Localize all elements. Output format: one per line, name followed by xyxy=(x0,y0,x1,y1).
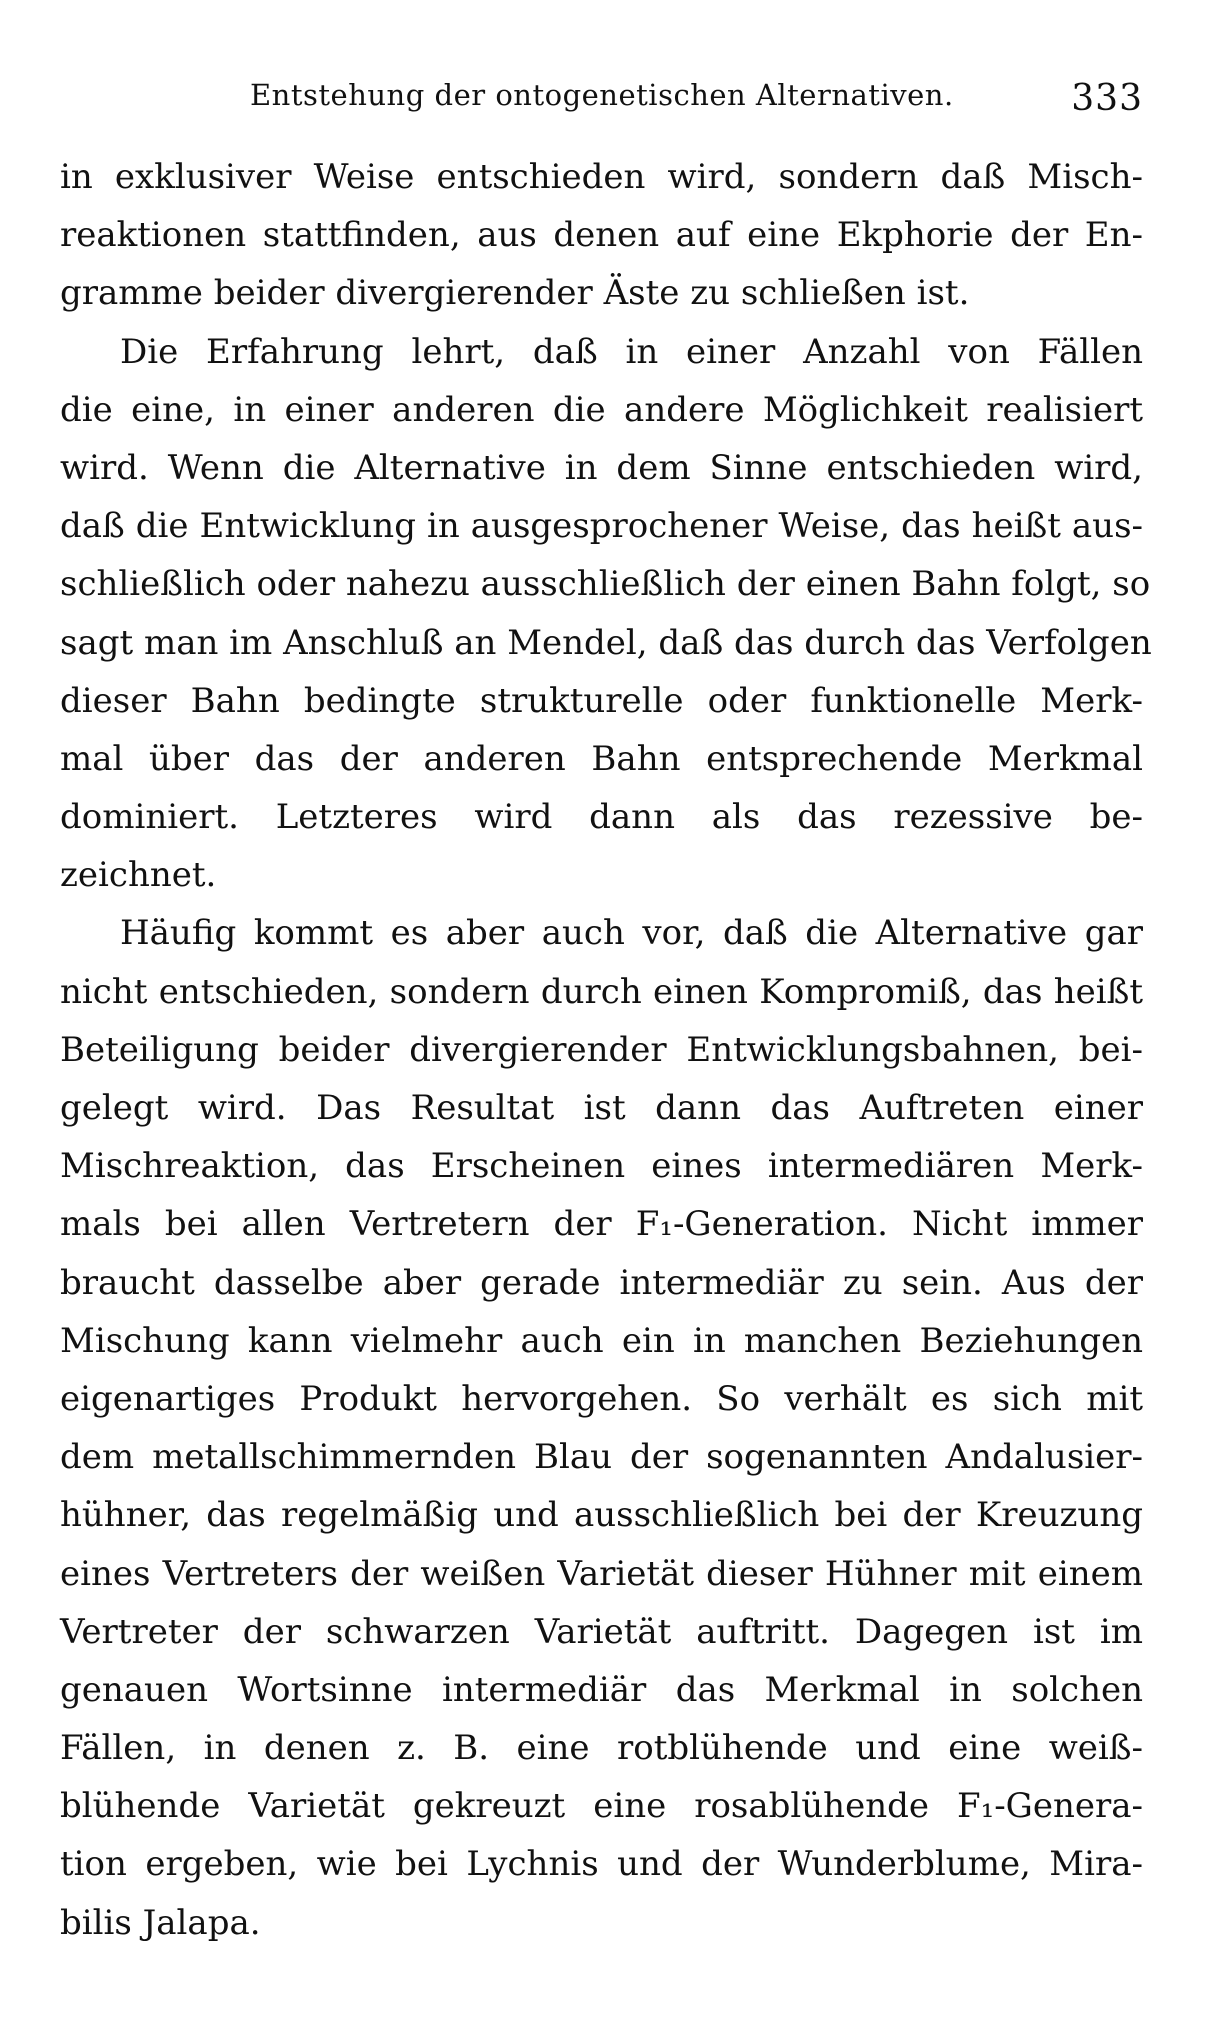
text-line: Mischreaktion, das Erscheinen eines intermediären Merk- xyxy=(60,1146,1143,1187)
text-line: genauen Wortsinne intermediär das Merkmal in solchen xyxy=(60,1669,1143,1710)
page-header xyxy=(250,78,1143,128)
text-line: mals bei allen Vertretern der F₁-Generation. Nicht immer xyxy=(60,1204,1143,1245)
text-line: Die Erfahrung lehrt, daß in einer Anzahl von Fällen xyxy=(120,331,1143,372)
text-line: Vertreter der schwarzen Varietät auftritt. Dagegen ist im xyxy=(60,1611,1143,1652)
text-line: bilis Jalapa. xyxy=(60,1902,261,1943)
text-line: hühner, das regelmäßig und ausschließlich bei der Kreuzung xyxy=(60,1495,1143,1536)
text-line: Häufig kommt es aber auch vor, daß die Alternative gar xyxy=(120,913,1143,954)
text-line: braucht dasselbe aber gerade intermediär zu sein. Aus der xyxy=(60,1262,1143,1303)
text-line: sagt man im Anschluß an Mendel, daß das durch das Verfolgen xyxy=(60,622,1152,663)
text-line: Mischung kann vielmehr auch ein in manchen Beziehungen xyxy=(60,1320,1143,1361)
page-number: 333 xyxy=(1071,78,1143,119)
text-line: eines Vertreters der weißen Varietät dieser Hühner mit einem xyxy=(60,1553,1143,1594)
text-line: eigenartiges Produkt hervorgehen. So verhält es sich mit xyxy=(60,1378,1143,1419)
text-line: dieser Bahn bedingte strukturelle oder funktionelle Merk- xyxy=(60,680,1143,721)
text-line: nicht entschieden, sondern durch einen Kompromiß, das heißt xyxy=(60,971,1143,1012)
text-line: schließlich oder nahezu ausschließlich der einen Bahn folgt, so xyxy=(60,564,1151,605)
text-line: dominiert. Letzteres wird dann als das rezessive be- xyxy=(60,797,1143,838)
body-text xyxy=(60,148,1152,1952)
paragraph xyxy=(60,148,1143,323)
text-line: dem metallschimmernden Blau der sogenannten Andalusier- xyxy=(60,1437,1143,1478)
paragraph xyxy=(60,323,1152,905)
text-line: Beteiligung beider divergierender Entwicklungsbahnen, bei- xyxy=(60,1029,1143,1070)
running-title: Entstehung der ontogenetischen Alternativen. xyxy=(250,78,954,112)
text-line: zeichnet. xyxy=(60,855,217,896)
text-line: die eine, in einer anderen die andere Möglichkeit realisiert xyxy=(60,389,1143,430)
paragraph xyxy=(60,904,1143,1951)
text-line: wird. Wenn die Alternative in dem Sinne entschieden wird, xyxy=(60,447,1143,488)
text-line: gramme beider divergierender Äste zu schließen ist. xyxy=(60,273,970,314)
text-line: gelegt wird. Das Resultat ist dann das Auftreten einer xyxy=(60,1088,1143,1128)
text-line: daß die Entwicklung in ausgesprochener Weise, das heißt aus- xyxy=(60,506,1143,547)
text-line: Fällen, in denen z. B. eine rotblühende und eine weiß- xyxy=(60,1728,1143,1769)
text-line: mal über das der anderen Bahn entsprechende Merkmal xyxy=(60,738,1143,779)
text-line: in exklusiver Weise entschieden wird, sondern daß Misch- xyxy=(60,157,1143,197)
text-line: tion ergeben, wie bei Lychnis und der Wunderblume, Mira- xyxy=(60,1844,1143,1885)
text-line: blühende Varietät gekreuzt eine rosablühende F₁-Genera- xyxy=(60,1786,1143,1827)
text-line: reaktionen stattfinden, aus denen auf eine Ekphorie der En- xyxy=(60,215,1143,256)
